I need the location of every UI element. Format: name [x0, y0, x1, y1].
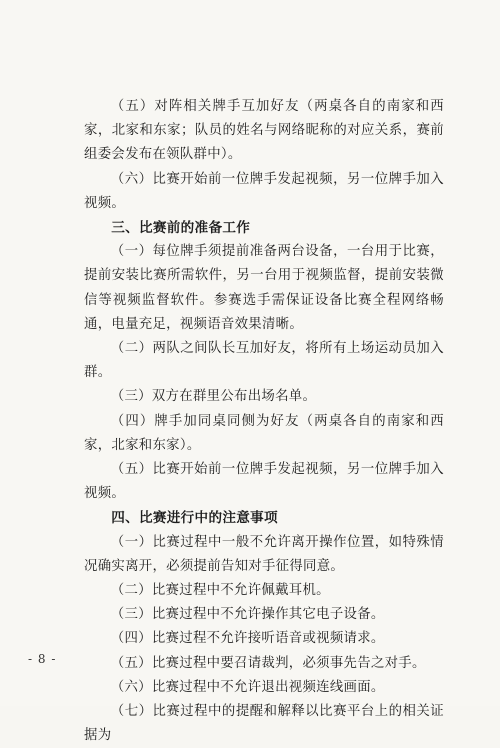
- section-heading-4: 四、比赛进行中的注意事项: [111, 510, 278, 527]
- paragraph-4-3: （三）比赛过程中不允许操作其它电子设备。: [110, 607, 385, 623]
- paragraph-4-6: （六）比赛过程中不允许退出视频连线画面。: [110, 679, 385, 695]
- paragraph-3-3: （三）双方在群里公布出场名单。: [110, 389, 317, 405]
- paragraph-3-4: （四）牌手加同桌同侧为好友（两桌各自的南家和西家，北家和东家）。: [84, 413, 444, 453]
- page-number: - 8 -: [28, 652, 57, 666]
- section-heading-3: 三、比赛前的准备工作: [111, 220, 251, 237]
- paragraph-3-1: （一）每位牌手须提前准备两台设备，一台用于比赛，提前安装比赛所需软件，另一台用于视频监督，提前安装微信等视频监督软件。参赛选手需保证设备比赛全程网络畅通，电量充足，视频语音效果清晰。: [84, 244, 444, 332]
- paragraph-2-6: （六）比赛开始前一位牌手发起视频，另一位牌手加入视频。: [84, 171, 444, 211]
- document-body: [84, 95, 444, 748]
- paragraph-4-7: （七）比赛过程中的提醒和解释以比赛平台上的相关证据为: [84, 704, 444, 744]
- paragraph-4-1: （一）比赛过程中一般不允许离开操作位置，如特殊情况确实离开，必须提前告知对手征得同意。: [84, 534, 444, 574]
- paragraph-3-5: （五）比赛开始前一位牌手发起视频，另一位牌手加入视频。: [84, 462, 444, 502]
- paragraph-4-5: （五）比赛过程中要召请裁判，必须事先告之对手。: [110, 655, 426, 671]
- paragraph-4-4: （四）比赛过程不允许接听语音或视频请求。: [110, 631, 385, 647]
- paragraph-2-5: （五）对阵相关牌手互加好友（两桌各自的南家和西家，北家和东家；队员的姓名与网络昵称的对应关系，赛前组委会发布在领队群中）。: [84, 99, 444, 163]
- paragraph-4-2: （二）比赛过程中不允许佩戴耳机。: [110, 583, 330, 599]
- paragraph-3-2: （二）两队之间队长互加好友，将所有上场运动员加入群。: [84, 341, 444, 381]
